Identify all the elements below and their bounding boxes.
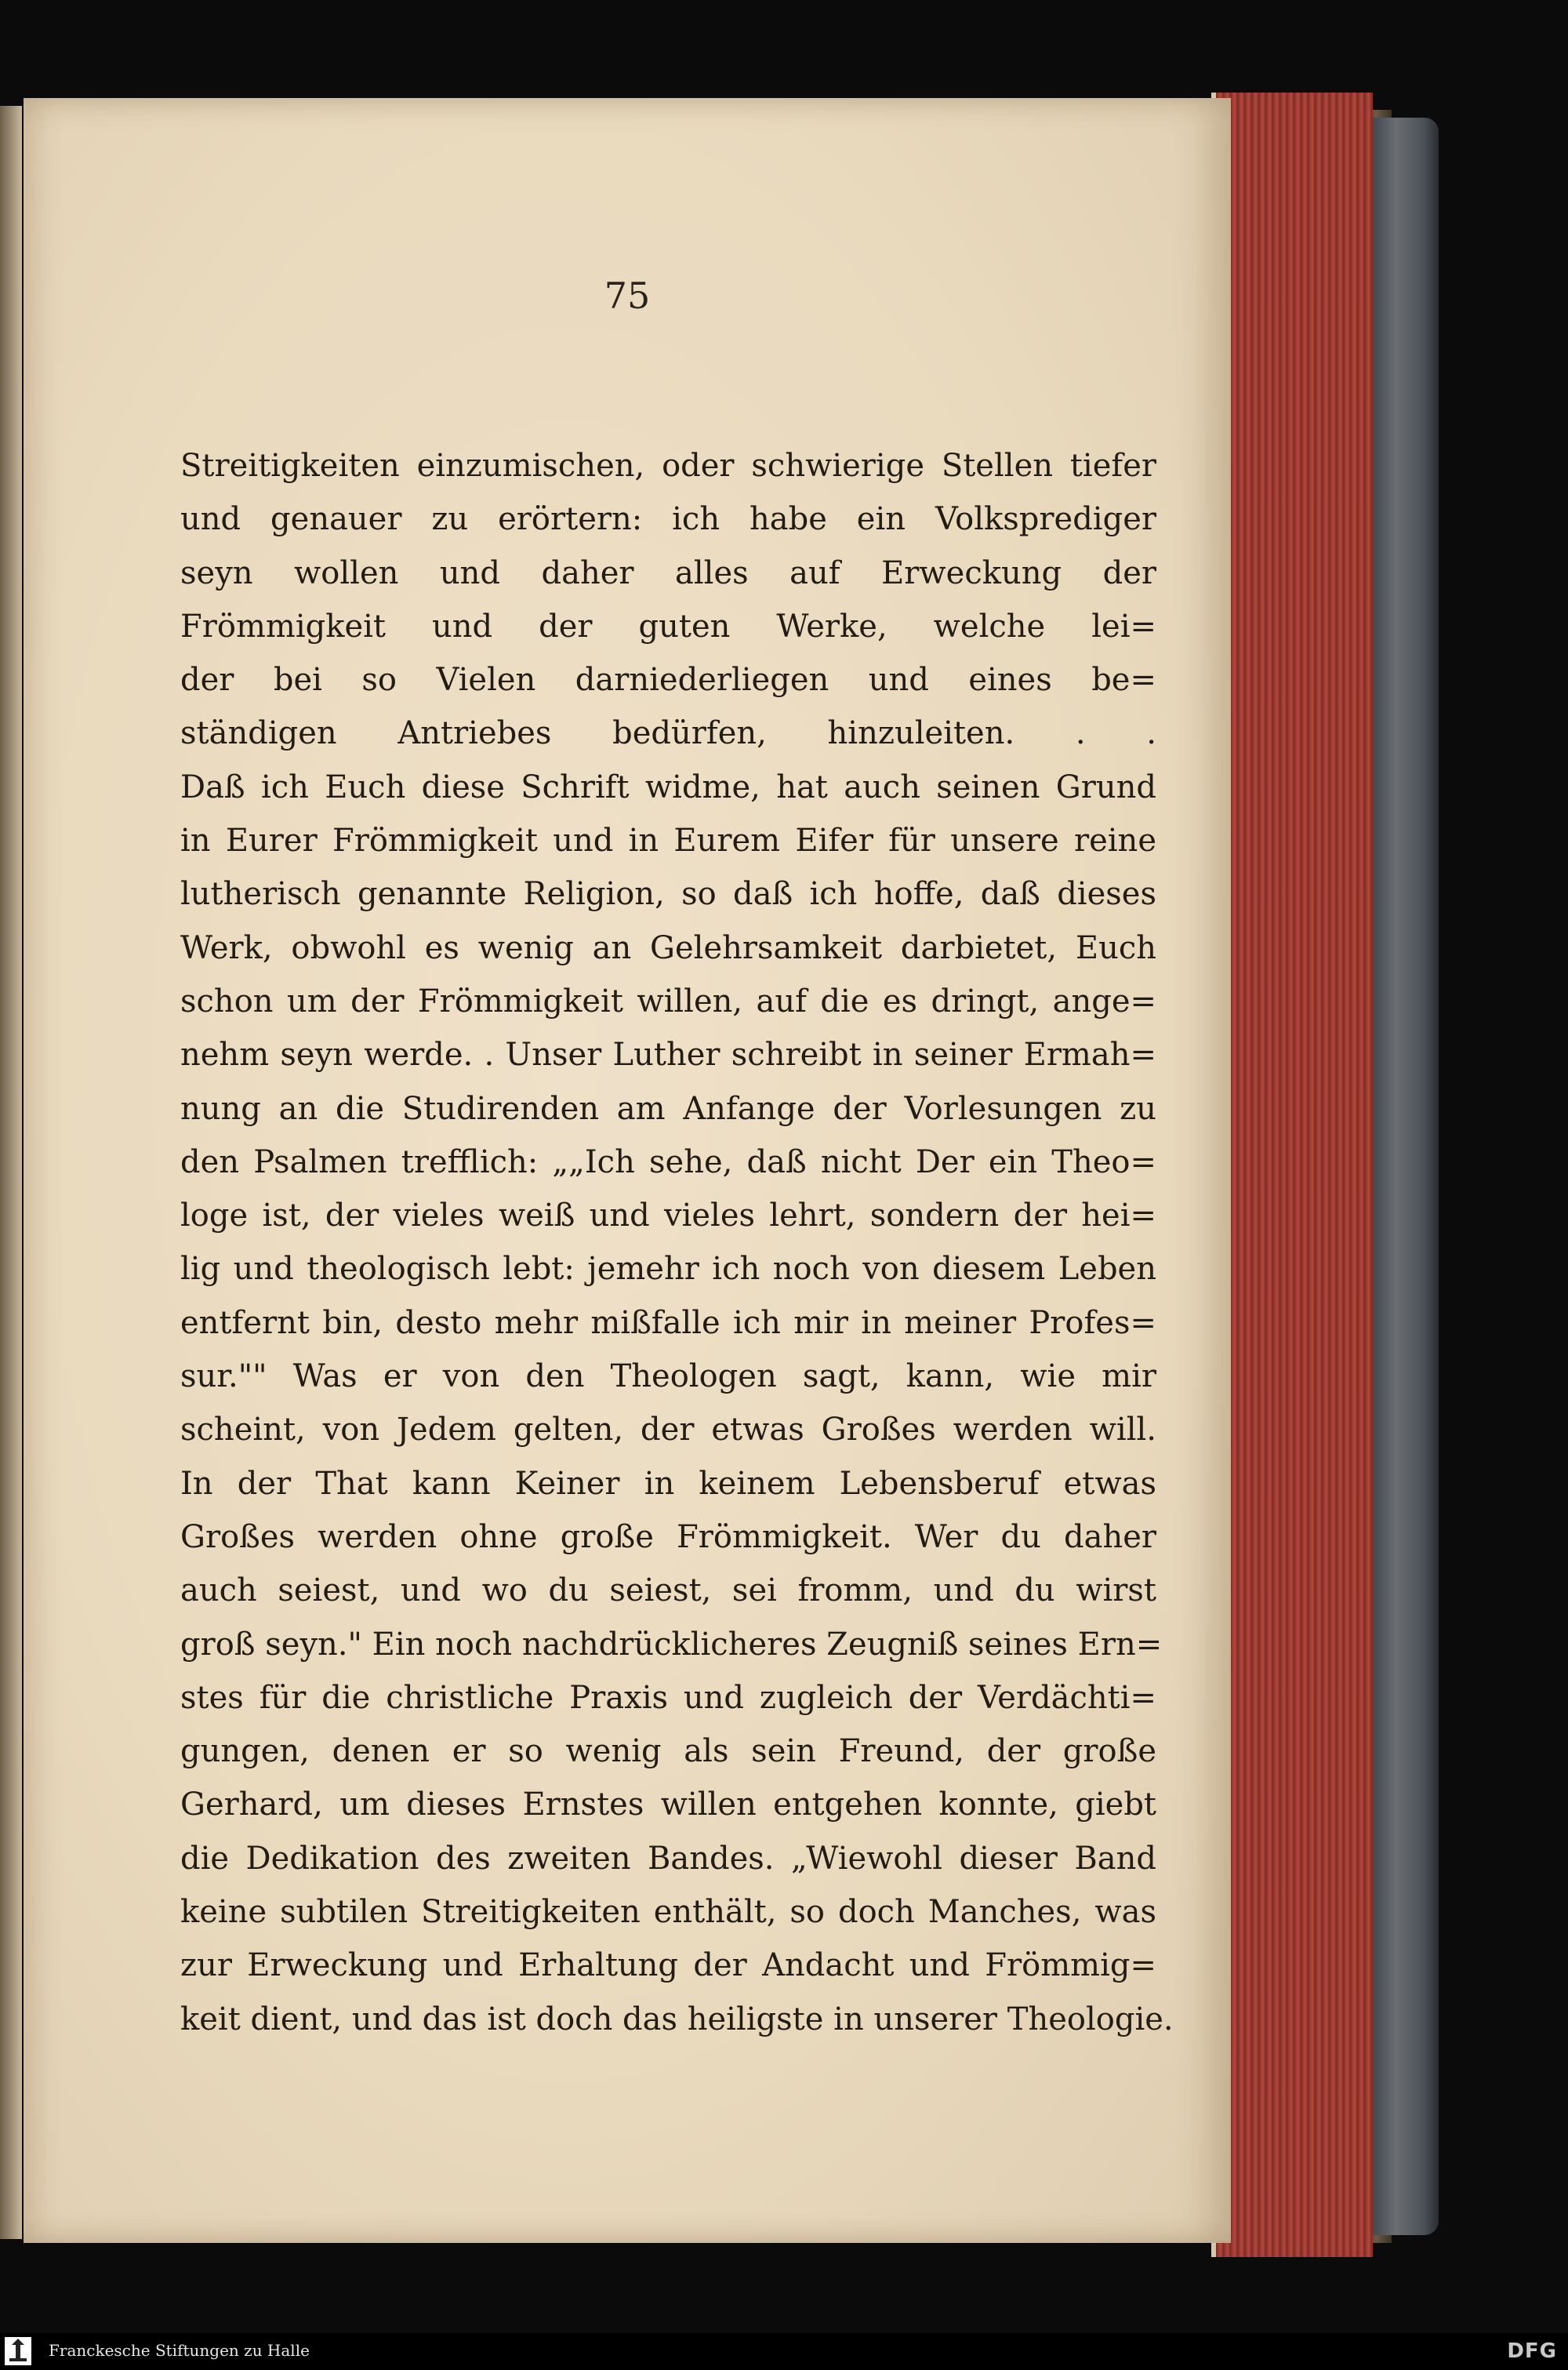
text-line: scheint, von Jedem gelten, der etwas Großes werden will. bbox=[180, 1412, 1156, 1449]
text-line: schon um der Frömmigkeit willen, auf die es dringt, ange= bbox=[180, 983, 1156, 1020]
text-line: gungen, denen er so wenig als sein Freund, der große bbox=[180, 1733, 1156, 1770]
text-line: Frömmigkeit und der guten Werke, welche lei= bbox=[180, 608, 1156, 645]
text-line: lutherisch genannte Religion, so daß ich hoffe, daß dieses bbox=[180, 876, 1156, 913]
text-line: nung an die Studirenden am Anfange der Vorlesungen zu bbox=[180, 1090, 1156, 1127]
text-line: entfernt bin, desto mehr mißfalle ich mir in meiner Profes= bbox=[180, 1304, 1156, 1341]
francke-foundation-logo-icon bbox=[5, 2337, 31, 2365]
text-line: stes für die christliche Praxis und zugleich der Verdächti= bbox=[180, 1679, 1156, 1716]
text-line: seyn wollen und daher alles auf Erweckung der bbox=[180, 554, 1156, 591]
text-line: der bei so Vielen darniederliegen und eines be= bbox=[180, 662, 1156, 699]
text-line: Streitigkeiten einzumischen, oder schwierige Stellen tiefer bbox=[180, 448, 1156, 484]
text-line: loge ist, der vieles weiß und vieles lehrt, sondern der hei= bbox=[180, 1198, 1156, 1234]
page-number: 75 bbox=[604, 274, 651, 317]
text-line: Gerhard, um dieses Ernstes willen entgehen konnte, giebt bbox=[180, 1787, 1156, 1823]
text-line: Daß ich Euch diese Schrift widme, hat auch seinen Grund bbox=[180, 769, 1156, 805]
text-line: in Eurer Frömmigkeit und in Eurem Eifer für unsere reine bbox=[180, 823, 1156, 860]
viewer-footer bbox=[0, 2333, 1568, 2370]
text-line: die Dedikation des zweiten Bandes. „Wiewohl dieser Band bbox=[180, 1840, 1156, 1877]
institution-label: Franckesche Stiftungen zu Halle bbox=[49, 2341, 310, 2360]
text-line: ständigen Antriebes bedürfen, hinzuleiten. . . bbox=[180, 715, 1156, 752]
dfg-logo: DFG bbox=[1507, 2339, 1557, 2363]
previous-page-edge bbox=[0, 106, 22, 2239]
page-block-edge bbox=[1211, 93, 1373, 2257]
text-line: keit dient, und das ist doch das heiligste in unserer Theologie. bbox=[180, 2001, 1174, 2037]
text-line: und genauer zu erörtern: ich habe ein Volksprediger bbox=[180, 501, 1156, 538]
text-line: lig und theologisch lebt: jemehr ich noch von diesem Leben bbox=[180, 1251, 1156, 1288]
text-line: zur Erweckung und Erhaltung der Andacht und Frömmig= bbox=[180, 1947, 1156, 1984]
body-text bbox=[180, 439, 1174, 2046]
book-cover-board bbox=[1368, 118, 1439, 2235]
text-line: keine subtilen Streitigkeiten enthält, so doch Manches, was bbox=[180, 1894, 1156, 1931]
text-line: groß seyn." Ein noch nachdrücklicheres Zeugniß seines Ern= bbox=[180, 1626, 1163, 1663]
text-line: Werk, obwohl es wenig an Gelehrsamkeit darbietet, Euch bbox=[180, 929, 1156, 966]
text-line: auch seiest, und wo du seiest, sei fromm, und du wirst bbox=[180, 1572, 1156, 1609]
text-line: In der That kann Keiner in keinem Lebensberuf etwas bbox=[180, 1465, 1156, 1502]
text-line: den Psalmen trefflich: „„Ich sehe, daß nicht Der ein Theo= bbox=[180, 1143, 1156, 1180]
text-line: sur."" Was er von den Theologen sagt, kann, wie mir bbox=[180, 1358, 1156, 1395]
book-page bbox=[24, 98, 1231, 2243]
text-line: nehm seyn werde. . Unser Luther schreibt in seiner Ermah= bbox=[180, 1037, 1156, 1074]
text-line: Großes werden ohne große Frömmigkeit. Wer du daher bbox=[180, 1518, 1156, 1555]
